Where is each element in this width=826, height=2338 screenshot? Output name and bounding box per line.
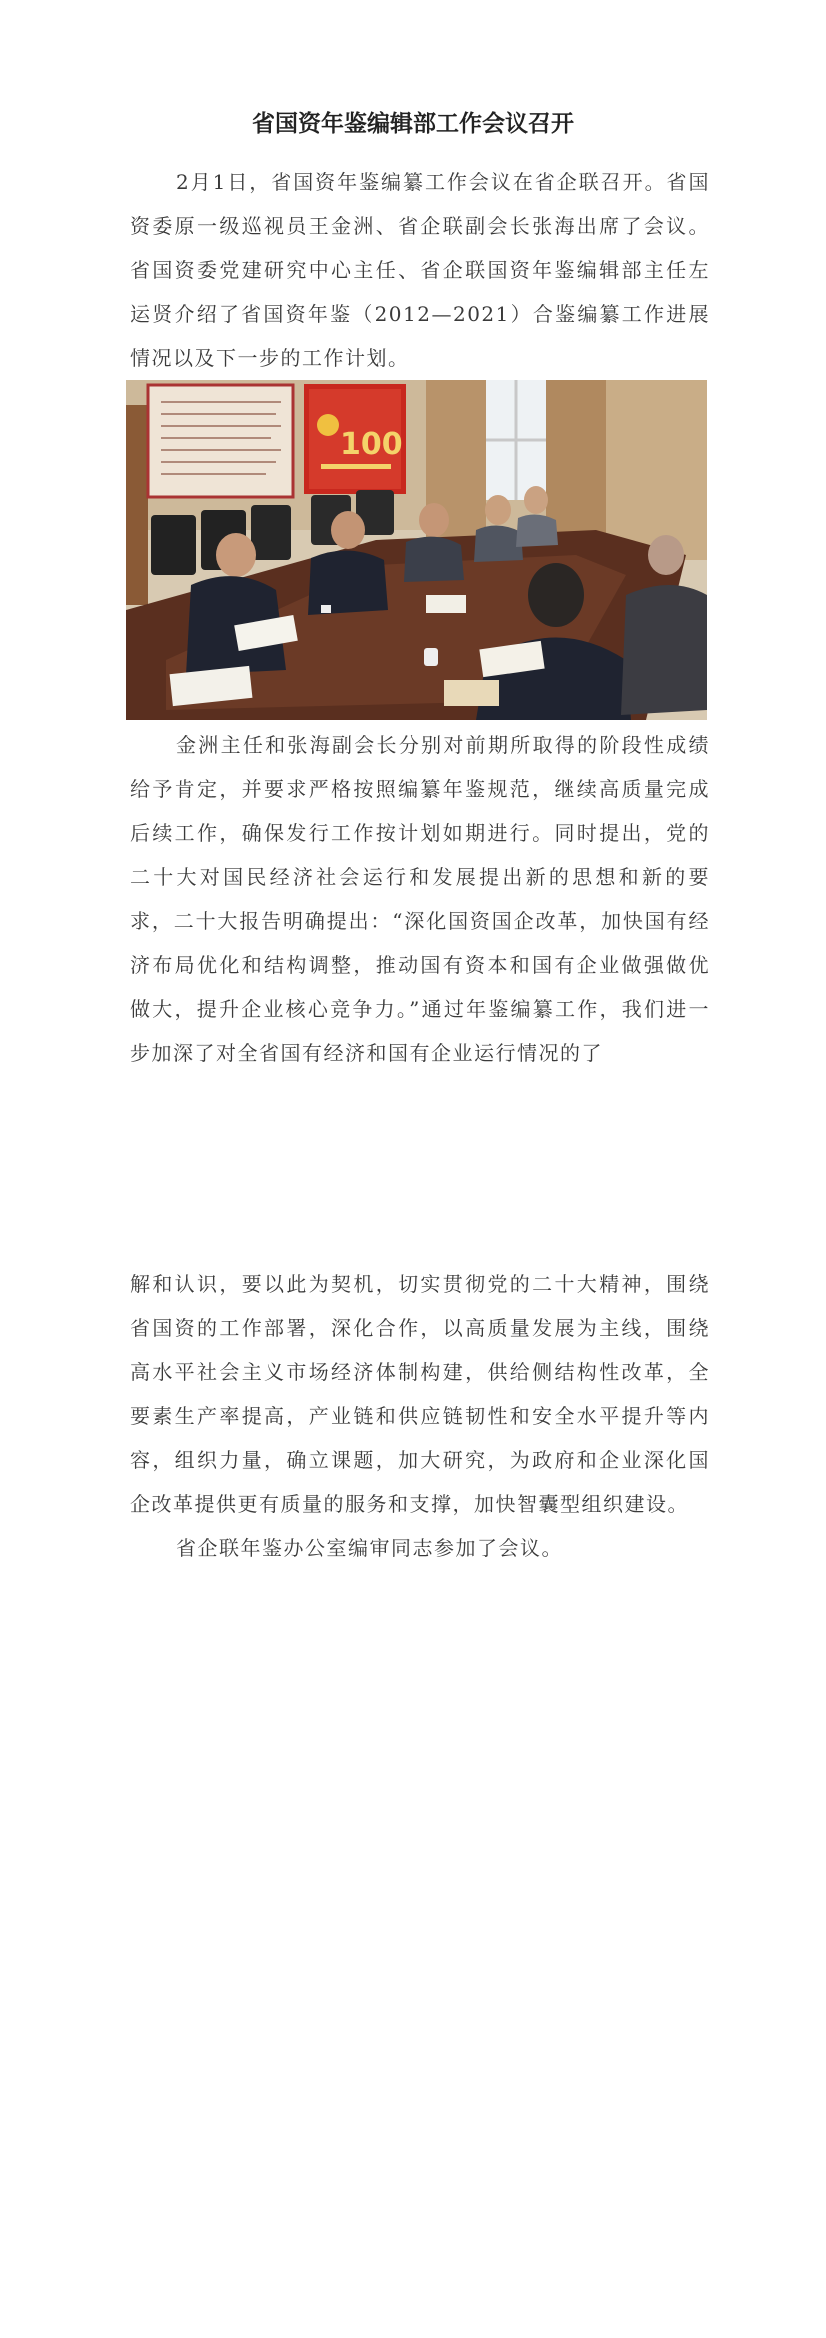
- paragraph-leader-remarks: 金洲主任和张海副会长分别对前期所取得的阶段性成绩给予肯定，并要求严格按照编纂年鉴规范，继续高质量完成后续工作，确保发行工作按计划如期进行。同时提出，党的二十大对国民经济社会运行和发展提出新的思想和新的要求，二十大报告明确提出：“深化国资国企改革，加快国有经济布局优化和结构调整，推动国有资本和国有企业做强做优做大，提升企业核心竞争力。”通过年鉴编纂工作，我们进一步加深了对全省国有经济和国有企业运行情况的了: [130, 733, 710, 1065]
- paragraph-continuation: 解和认识，要以此为契机，切实贯彻党的二十大精神，围绕省国资的工作部署，深化合作，以高质量发展为主线，围绕高水平社会主义市场经济体制构建，供给侧结构性改革，全要素生产率提高，产业链和供应链韧性和安全水平提升等内容，组织力量，确立课题，加大研究，为政府和企业深化国企改革提供更有质量的服务和支撑，加快智囊型组织建设。: [130, 1272, 710, 1516]
- paragraph-intro: 2月1日，省国资年鉴编纂工作会议在省企联召开。省国资委原一级巡视员王金洲、省企联副会长张海出席了会议。省国资委党建研究中心主任、省企联国资年鉴编辑部主任左运贤介绍了省国资年鉴（2012—2021）合鉴编纂工作进展情况以及下一步的工作计划。: [130, 170, 710, 370]
- meeting-photo: [126, 380, 707, 720]
- banner-100-text: 100: [340, 427, 403, 462]
- article-title: 省国资年鉴编辑部工作会议召开: [252, 111, 574, 137]
- paragraph-attendees: 省企联年鉴办公室编审同志参加了会议。: [176, 1536, 563, 1560]
